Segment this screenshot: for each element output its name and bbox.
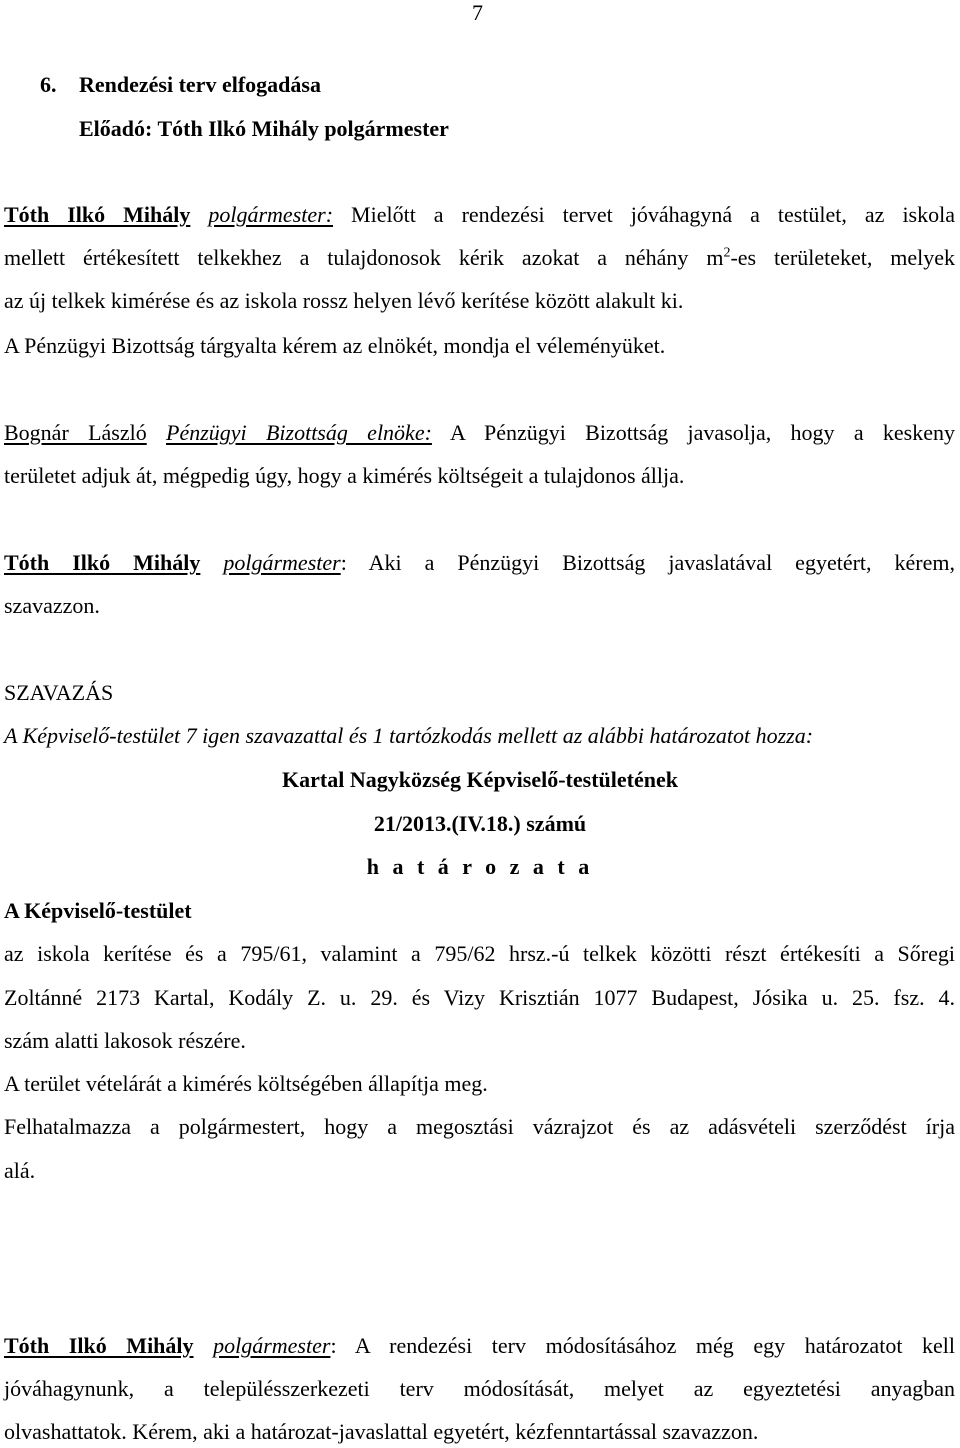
speaker-role: polgármester <box>213 1333 331 1358</box>
speech-line <box>4 420 955 446</box>
resolution-line: Felhatalmazza a polgármestert, hogy a megosztási vázrajzot és az adásvételi szerződést írja <box>4 1114 955 1139</box>
resolution-line: szám alatti lakosok részére. <box>4 1028 246 1053</box>
superscript: 2 <box>723 245 731 261</box>
resolution-number: 21/2013.(IV.18.) számú <box>373 811 587 836</box>
speech-line: A Pénzügyi Bizottság tárgyalta kérem az elnökét, mondja el véleményüket. <box>4 333 666 358</box>
agenda-number: 6. <box>40 72 57 97</box>
resolution-line: alá. <box>4 1158 36 1183</box>
page-number: 7 <box>472 0 483 25</box>
speech-text: -es területeket, melyek <box>730 245 955 270</box>
resolution-line: Zoltánné 2173 Kartal, Kodály Z. u. 29. és Vizy Krisztián 1077 Budapest, Jósika u. 25. fsz. 4. <box>4 985 955 1010</box>
resolution-line: A terület vételárát a kimérés költségében állapítja meg. <box>4 1071 488 1096</box>
resolution-body: Kartal Nagyközség Képviselő-testületének <box>282 767 678 792</box>
resolution-title: h a t á r o z a t a <box>366 854 594 879</box>
speech-text: : A rendezési terv módosításához még egy határozatot kell <box>330 1333 955 1358</box>
speech-line: az új telkek kimérése és az iskola rossz helyen lévő kerítése között alakult ki. <box>4 288 684 313</box>
speech-line: jóváhagynunk, a településszerkezeti terv módosítását, melyet az egyeztetési anyagban <box>4 1376 955 1401</box>
vote-result: A Képviselő-testület 7 igen szavazattal és 1 tartózkodás mellett az alábbi határozatot hozza: <box>4 723 814 748</box>
speaker-role: polgármester <box>223 550 341 575</box>
speech-text: A Pénzügyi Bizottság javasolja, hogy a keskeny <box>431 420 956 445</box>
speaker-name: Tóth Ilkó Mihály <box>4 550 201 575</box>
speaker-role: polgármester: <box>208 202 334 227</box>
speech-line <box>4 202 955 228</box>
speech-line: olvashattatok. Kérem, aki a határozat-javaslattal egyetért, kézfenntartással szavazzon. <box>4 1419 759 1444</box>
agenda-title: Rendezési terv elfogadása <box>79 72 321 97</box>
vote-heading: SZAVAZÁS <box>4 680 114 705</box>
speech-text: mellett értékesített telkekhez a tulajdonosok kérik azokat a néhány m <box>4 245 724 270</box>
speaker-name: Tóth Ilkó Mihály <box>4 1333 194 1358</box>
resolution-subject: A Képviselő-testület <box>4 898 192 923</box>
agenda-presenter: Előadó: Tóth Ilkó Mihály polgármester <box>79 116 449 141</box>
speech-line <box>4 550 955 576</box>
speech-text: : Aki a Pénzügyi Bizottság javaslatával egyetért, kérem, <box>340 550 955 575</box>
resolution-line: az iskola kerítése és a 795/61, valamint a 795/62 hrsz.-ú telkek közötti részt értékesíti a Sőregi <box>4 941 955 966</box>
speech-line <box>4 245 955 271</box>
speaker-name: Bognár László <box>4 420 147 445</box>
speech-line: területet adjuk át, mégpedig úgy, hogy a kimérés költségeit a tulajdonos állja. <box>4 463 685 488</box>
speech-line <box>4 1333 955 1359</box>
speech-line: szavazzon. <box>4 593 100 618</box>
speech-text: Mielőtt a rendezési tervet jóváhagyná a testület, az iskola <box>333 202 955 227</box>
speaker-name: Tóth Ilkó Mihály <box>4 202 191 227</box>
speaker-role: Pénzügyi Bizottság elnöke: <box>166 420 432 445</box>
